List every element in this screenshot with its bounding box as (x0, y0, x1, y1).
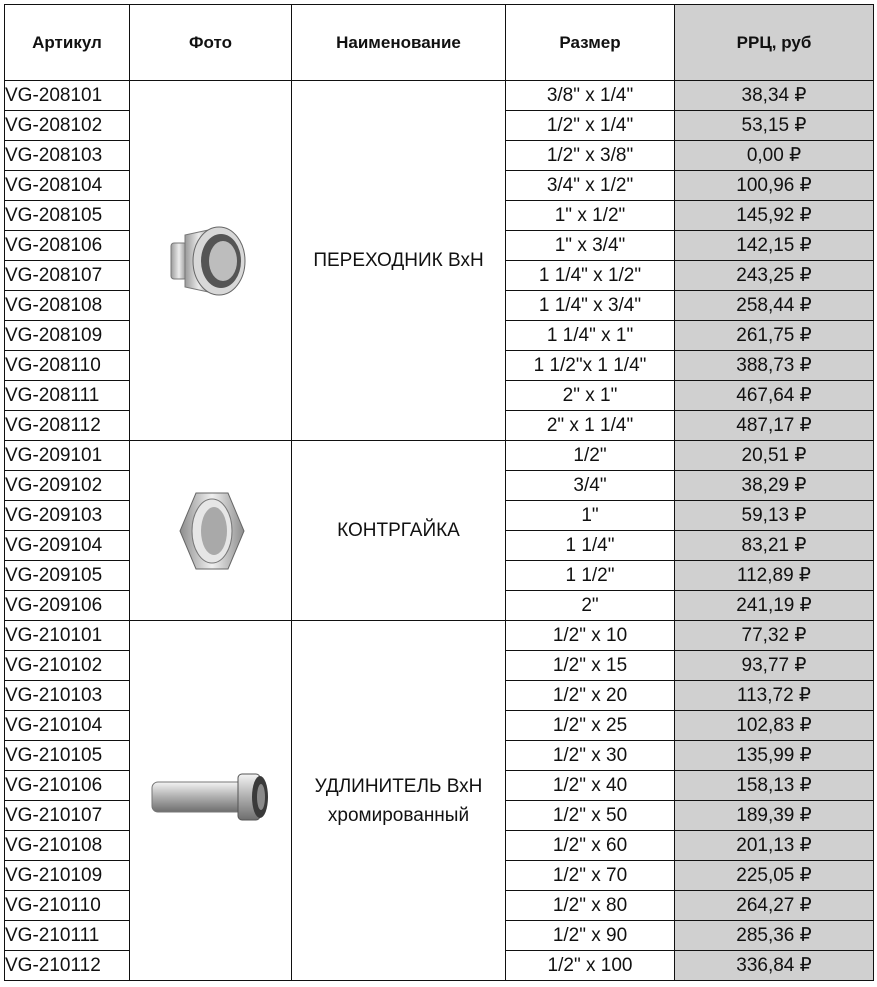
size-cell: 1/2" х 40 (506, 771, 675, 801)
sku-cell: VG-210105 (5, 741, 130, 771)
price-cell: 388,73 ₽ (675, 351, 874, 381)
product-name-line: УДЛИНИТЕЛЬ ВхН (314, 775, 483, 797)
product-name-cell (292, 621, 506, 981)
price-cell: 145,92 ₽ (675, 201, 874, 231)
size-cell: 1 1/2" (506, 561, 675, 591)
sku-cell: VG-210104 (5, 711, 130, 741)
size-cell: 3/8" х 1/4" (506, 81, 675, 111)
size-cell: 1/2" х 10 (506, 621, 675, 651)
size-cell: 1/2" х 50 (506, 801, 675, 831)
sku-cell: VG-210102 (5, 651, 130, 681)
price-cell: 285,36 ₽ (675, 921, 874, 951)
size-cell: 1/2" х 3/8" (506, 141, 675, 171)
price-cell: 467,64 ₽ (675, 381, 874, 411)
price-cell: 20,51 ₽ (675, 441, 874, 471)
table-body (5, 81, 874, 981)
price-cell: 83,21 ₽ (675, 531, 874, 561)
size-cell: 1/2" х 70 (506, 861, 675, 891)
size-cell: 1 1/4" х 1/2" (506, 261, 675, 291)
sku-cell: VG-210107 (5, 801, 130, 831)
product-name-cell (292, 441, 506, 621)
size-cell: 1/2" х 25 (506, 711, 675, 741)
sku-cell: VG-209102 (5, 471, 130, 501)
price-cell: 225,05 ₽ (675, 861, 874, 891)
sku-cell: VG-210106 (5, 771, 130, 801)
price-cell: 100,96 ₽ (675, 171, 874, 201)
price-cell: 93,77 ₽ (675, 651, 874, 681)
price-cell: 38,29 ₽ (675, 471, 874, 501)
product-name-cell (292, 81, 506, 441)
size-cell: 1/2" (506, 441, 675, 471)
header-name: Наименование (292, 5, 506, 81)
price-cell: 158,13 ₽ (675, 771, 874, 801)
size-cell: 1/2" х 80 (506, 891, 675, 921)
price-cell: 77,32 ₽ (675, 621, 874, 651)
size-cell: 2" х 1 1/4" (506, 411, 675, 441)
size-cell: 1/2" х 1/4" (506, 111, 675, 141)
sku-cell: VG-208110 (5, 351, 130, 381)
product-photo-cell (130, 441, 292, 621)
sku-cell: VG-208106 (5, 231, 130, 261)
header-size: Размер (506, 5, 675, 81)
locknut-icon (130, 489, 291, 573)
size-cell: 2" х 1" (506, 381, 675, 411)
price-cell: 38,34 ₽ (675, 81, 874, 111)
price-cell: 112,89 ₽ (675, 561, 874, 591)
price-cell: 241,19 ₽ (675, 591, 874, 621)
size-cell: 1/2" х 60 (506, 831, 675, 861)
sku-cell: VG-208104 (5, 171, 130, 201)
sku-cell: VG-208105 (5, 201, 130, 231)
size-cell: 1/2" х 30 (506, 741, 675, 771)
price-cell: 487,17 ₽ (675, 411, 874, 441)
size-cell: 1" х 3/4" (506, 231, 675, 261)
sku-cell: VG-209103 (5, 501, 130, 531)
price-cell: 135,99 ₽ (675, 741, 874, 771)
size-cell: 1 1/4" х 3/4" (506, 291, 675, 321)
sku-cell: VG-208109 (5, 321, 130, 351)
price-cell: 53,15 ₽ (675, 111, 874, 141)
size-cell: 3/4" (506, 471, 675, 501)
sku-cell: VG-208111 (5, 381, 130, 411)
price-cell: 59,13 ₽ (675, 501, 874, 531)
price-cell: 189,39 ₽ (675, 801, 874, 831)
sku-cell: VG-208107 (5, 261, 130, 291)
size-cell: 1" х 1/2" (506, 201, 675, 231)
price-cell: 142,15 ₽ (675, 231, 874, 261)
sku-cell: VG-210103 (5, 681, 130, 711)
sku-cell: VG-208102 (5, 111, 130, 141)
sku-cell: VG-208112 (5, 411, 130, 441)
price-cell: 258,44 ₽ (675, 291, 874, 321)
sku-cell: VG-209104 (5, 531, 130, 561)
size-cell: 1/2" х 20 (506, 681, 675, 711)
product-name-line: КОНТРГАЙКА (337, 520, 460, 541)
sku-cell: VG-210112 (5, 951, 130, 981)
price-cell: 243,25 ₽ (675, 261, 874, 291)
header-price: РРЦ, руб (675, 5, 874, 81)
header-sku: Артикул (5, 5, 130, 81)
adapter-fitting-icon (130, 221, 291, 301)
price-cell: 336,84 ₽ (675, 951, 874, 981)
sku-cell: VG-208103 (5, 141, 130, 171)
size-cell: 1/2" х 100 (506, 951, 675, 981)
size-cell: 2" (506, 591, 675, 621)
sku-cell: VG-210108 (5, 831, 130, 861)
sku-cell: VG-209101 (5, 441, 130, 471)
product-name-line: ПЕРЕХОДНИК ВхН (313, 250, 484, 271)
header-photo: Фото (130, 5, 292, 81)
sku-cell: VG-209106 (5, 591, 130, 621)
product-photo-cell (130, 621, 292, 981)
price-cell: 264,27 ₽ (675, 891, 874, 921)
header-row (5, 5, 874, 81)
price-cell: 102,83 ₽ (675, 711, 874, 741)
size-cell: 1 1/4" (506, 531, 675, 561)
price-cell: 261,75 ₽ (675, 321, 874, 351)
sku-cell: VG-210110 (5, 891, 130, 921)
table-row (5, 81, 874, 111)
table-row (5, 621, 874, 651)
product-photo-cell (130, 81, 292, 441)
sku-cell: VG-210111 (5, 921, 130, 951)
price-cell: 113,72 ₽ (675, 681, 874, 711)
table-row (5, 441, 874, 471)
price-table (4, 4, 874, 981)
sku-cell: VG-208108 (5, 291, 130, 321)
sku-cell: VG-210101 (5, 621, 130, 651)
sku-cell: VG-209105 (5, 561, 130, 591)
size-cell: 1/2" х 90 (506, 921, 675, 951)
size-cell: 1" (506, 501, 675, 531)
size-cell: 3/4" х 1/2" (506, 171, 675, 201)
product-name-line: хромированный (327, 804, 470, 826)
price-cell: 0,00 ₽ (675, 141, 874, 171)
sku-cell: VG-210109 (5, 861, 130, 891)
sku-cell: VG-208101 (5, 81, 130, 111)
extension-pipe-icon (130, 766, 291, 836)
price-cell: 201,13 ₽ (675, 831, 874, 861)
size-cell: 1/2" х 15 (506, 651, 675, 681)
size-cell: 1 1/2"х 1 1/4" (506, 351, 675, 381)
size-cell: 1 1/4" х 1" (506, 321, 675, 351)
